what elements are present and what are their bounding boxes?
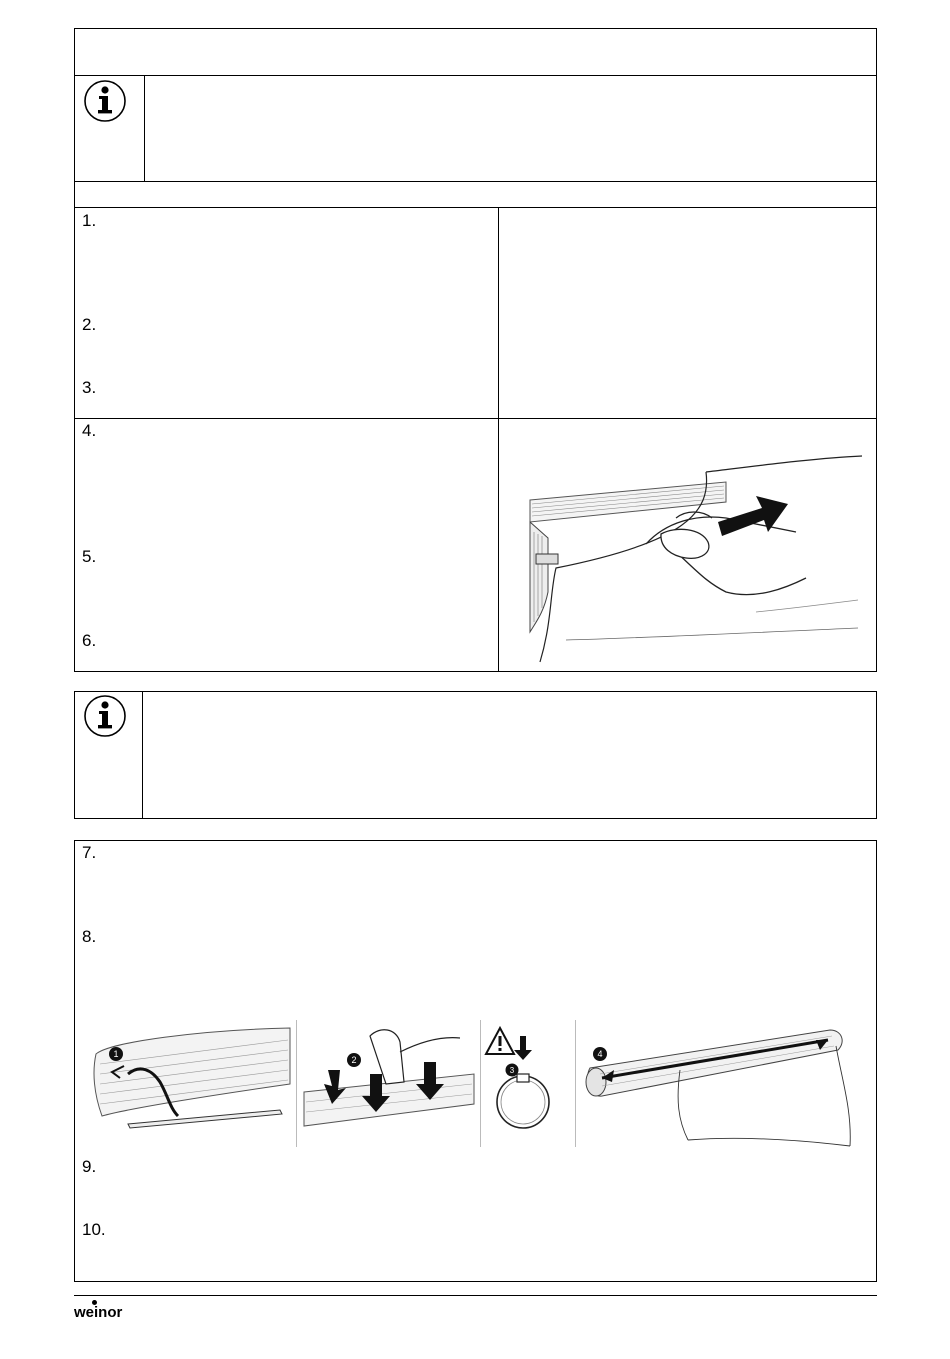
step-number: 10. [82,1220,106,1239]
figure-divider [575,1020,576,1147]
subheader-divider [74,207,877,208]
warning-triangle-icon [486,1028,514,1054]
header-divider [74,75,877,76]
fabric-alignment-illustration [580,1020,856,1148]
figure-marker: 1 [113,1049,119,1059]
fabric-removal-illustration [526,452,866,664]
info-icon [83,79,127,123]
info-note-box [74,691,877,819]
logo-text: weinor [74,1304,123,1321]
tube-profile-warning-illustration [482,1022,574,1144]
icon-column-divider [142,691,143,819]
footer-rule [74,1295,877,1296]
row-divider [74,418,877,419]
info-icon [83,694,127,738]
figure-marker: 2 [351,1055,357,1065]
figure-divider [480,1020,481,1147]
roller-tape-illustration [90,1024,294,1144]
info-row-divider [74,181,877,182]
figure-divider [296,1020,297,1147]
step-number: 4. [82,421,97,440]
step-number: 1. [82,211,97,230]
weinor-logo [74,1299,134,1323]
step-number: 9. [82,1157,97,1176]
step-number: 5. [82,547,97,566]
step-number: 7. [82,843,97,862]
figure-marker: 4 [597,1049,603,1059]
press-fabric-illustration [300,1022,478,1144]
step-number: 3. [82,378,97,397]
icon-column-divider [144,75,145,181]
step-number: 8. [82,927,97,946]
step-number: 6. [82,631,97,650]
step-number: 2. [82,315,97,334]
figure-marker: 3 [509,1066,515,1075]
column-divider [498,207,499,672]
